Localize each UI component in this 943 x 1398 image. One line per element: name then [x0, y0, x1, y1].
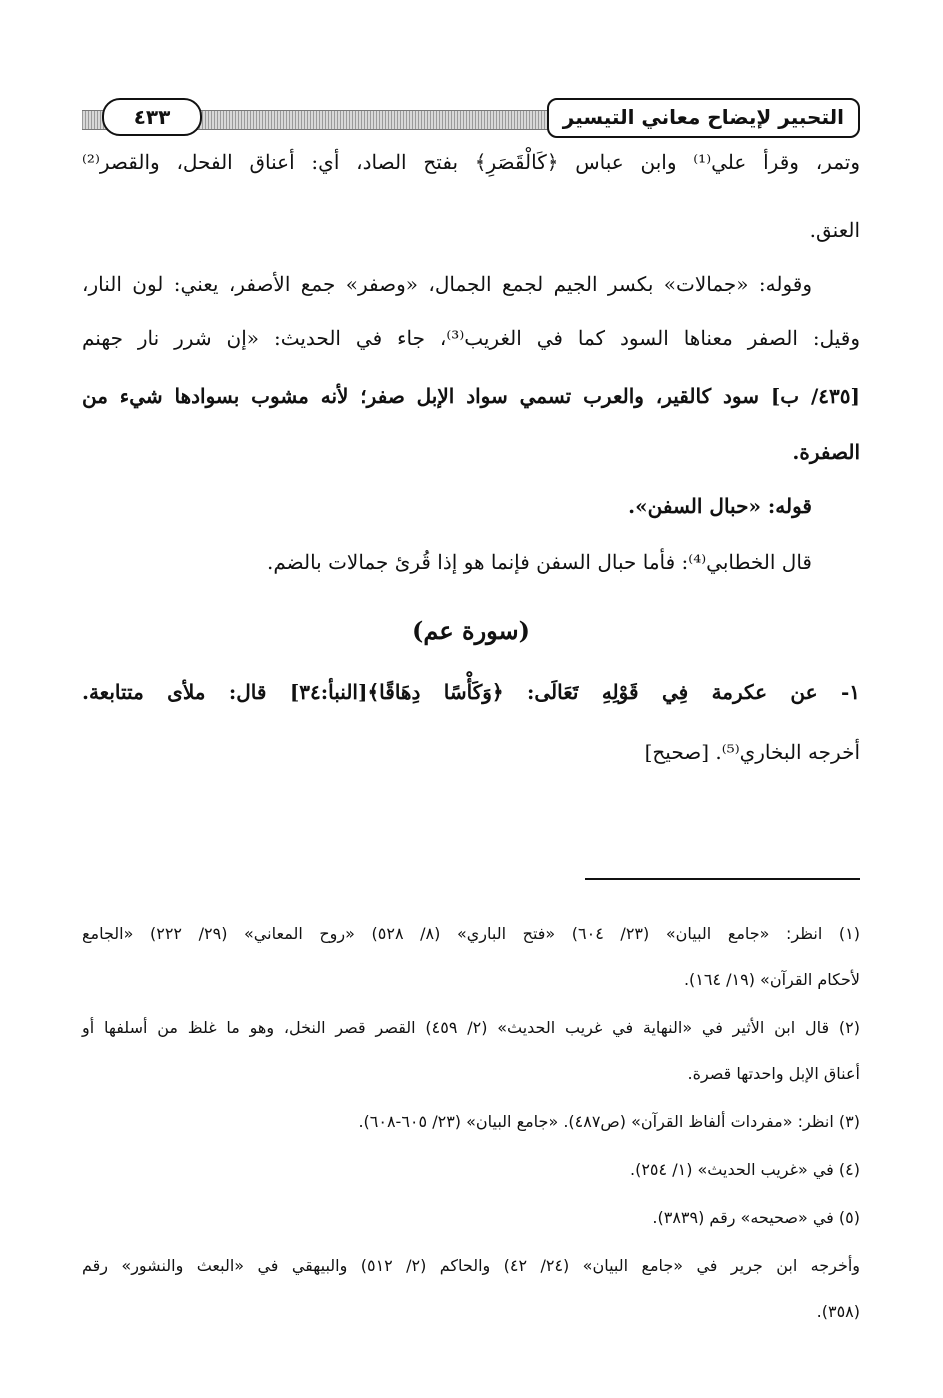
page-number: ٤٣٣ — [102, 98, 202, 136]
body-line-1: وتمر، وقرأ علي⁽¹⁾ وابن عباس ﴿كَالْقَصَرِ﴾ بفتح الصاد، أي: أعناق الفحل، والقصر⁽²⁾ — [82, 150, 860, 174]
footnote-2-line-1: (٢) قال ابن الأثير في «النهاية في غريب الحديث» (٢/ ٤٥٩) القصر قصر النخل، وهو ما غلظ من أسلفها أو — [82, 1018, 860, 1037]
body-line-6: الصفرة. — [792, 440, 860, 464]
footnote-6-line-2: (٣٥٨). — [816, 1302, 860, 1321]
footnote-1-line-1: (١) انظر: «جامع البيان» (٢٣/ ٦٠٤) «فتح الباري» (٨/ ٥٢٨) «روح المعاني» (٢٩/ ٢٢٢) «الجامع — [82, 924, 860, 943]
footnote-3: (٣) انظر: «مفردات ألفاظ القرآن» (ص٤٨٧). «جامع البيان» (٢٣/ ٦٠٥-٦٠٨). — [358, 1112, 860, 1131]
surah-title: (سورة عم) — [411, 616, 531, 645]
body-line-8: قال الخطابي⁽⁴⁾: فأما حبال السفن فإنما هو إذا قُرئ جمالات بالضم. — [266, 550, 812, 574]
body-line-7: قوله: «حبال السفن». — [628, 494, 812, 518]
footnote-4: (٤) في «غريب الحديث» (١/ ٢٥٤). — [630, 1160, 860, 1179]
hadith-line-2: أخرجه البخاري⁽⁵⁾. [صحيح] — [644, 740, 860, 764]
footnote-2-line-2: أعناق الإبل واحدتها قصرة. — [687, 1064, 860, 1083]
book-title: التحبير لإيضاح معاني التيسير — [547, 98, 860, 138]
hadith-line-1: ١- عن عكرمة فِي قَوْلِهِ تَعَالَى: ﴿وَكَأْسًا دِهَاقًا﴾[النبأ:٣٤] قال: ملأى متتابعة. — [82, 680, 861, 704]
footnote-separator — [585, 878, 860, 880]
body-line-2: العنق. — [809, 218, 860, 242]
footnote-1-line-2: لأحكام القرآن» (١٩/ ١٦٤). — [683, 970, 860, 989]
body-line-4: وقيل: الصفر معناها السود كما في الغريب⁽³⁾، جاء في الحديث: «إن شرر نار جهنم — [82, 326, 861, 350]
body-line-5: [٤٣٥/ ب] سود كالقير، والعرب تسمي سواد الإبل صفر؛ لأنه مشوب بسوادها شيء من — [82, 384, 860, 408]
running-header — [82, 98, 860, 136]
footnote-5: (٥) في «صحيحه» رقم (٣٨٣٩). — [652, 1208, 860, 1227]
footnote-6-line-1: وأخرجه ابن جرير في «جامع البيان» (٢٤/ ٤٢) والحاكم (٢/ ٥١٢) والبيهقي في «البعث والنشور» رقم — [82, 1256, 861, 1275]
body-line-3: وقوله: «جمالات» بكسر الجيم لجمع الجمال، «وصفر» جمع الأصفر، يعني: لون النار، — [82, 272, 812, 296]
